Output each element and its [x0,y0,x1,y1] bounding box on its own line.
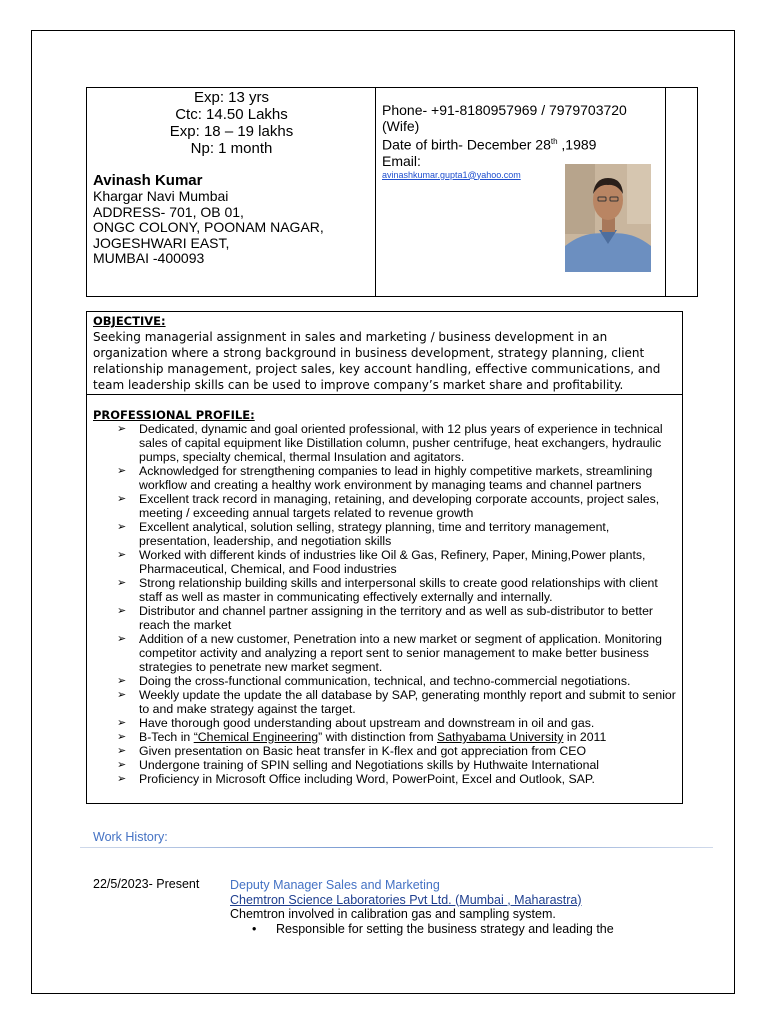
experience-years: Exp: 13 yrs [193,89,270,106]
header-table [86,87,698,297]
arrow-bullet-icon: ➢ [117,689,127,701]
list-item: ➢ Excellent analytical, solution selling, strategy planning, time and territory management, presentation, leadership, and negotiation skills [117,520,610,548]
profile-photo [565,164,651,272]
candidate-name: Avinash Kumar [93,172,203,189]
arrow-bullet-icon: ➢ [117,717,127,729]
job-responsibility: • Responsible for setting the business strategy and leading the [252,921,614,936]
arrow-bullet-icon: ➢ [117,633,127,645]
arrow-bullet-icon: ➢ [117,605,127,617]
address-line: Khargar Navi Mumbai [93,188,229,204]
arrow-bullet-icon: ➢ [117,423,127,435]
address-line: ONGC COLONY, POONAM NAGAR, [93,219,324,235]
list-item: ➢ Acknowledged for strengthening companies to lead in highly competitive markets, streamlining workflow and creating a healthy work environment by managing teams and channel partners [117,464,653,492]
list-item: ➢ Excellent track record in managing, retaining, and developing corporate accounts, project sales, meeting / exceeding annual targets related to revenue growth [117,492,660,520]
list-item: ➢ Doing the cross-functional communication, technical, and techno-commercial negotiations. [117,674,631,688]
job-date: 22/5/2023- Present [93,877,200,891]
list-item: ➢ Distributor and channel partner assigning in the territory and as well as sub-distributor to better reach the market [117,604,654,632]
arrow-bullet-icon: ➢ [117,465,127,477]
work-history-title: Work History: [93,830,168,844]
university-name: Sathyabama University [437,730,564,744]
phone-note: (Wife) [382,118,420,134]
arrow-bullet-icon: ➢ [117,493,127,505]
current-ctc: Ctc: 14.50 Lakhs [175,106,288,123]
objective-section [93,313,673,393]
list-item: ➢ Worked with different kinds of industries like Oil & Gas, Refinery, Paper, Mining,Power plants, Pharmaceutical, Chemical, and Food industries [117,548,646,576]
objective-profile-box [86,311,683,804]
address-line: JOGESHWARI EAST, [93,234,230,251]
list-item: ➢ Undergone training of SPIN selling and Negotiations skills by Huthwaite International [117,758,600,772]
arrow-bullet-icon: ➢ [117,731,127,743]
email-label: Email: [382,152,421,169]
address-line: MUMBAI -400093 [93,250,205,266]
work-history-rule [80,847,713,848]
list-item: ➢ Proficiency in Microsoft Office including Word, PowerPoint, Excel and Outlook, SAP. [117,772,595,786]
section-divider [87,394,682,395]
date-of-birth: Date of birth- December 28th ,1989 [382,136,597,153]
arrow-bullet-icon: ➢ [117,675,127,687]
list-item: ➢ Have thorough good understanding about upstream and downstream in oil and gas. [117,716,595,730]
list-item: ➢ Addition of a new customer, Penetration into a new market or segment of application. Monitoring competitor activity and analyzing a report sent to senior management to make better business strategies to penetrate new market segment. [117,632,662,674]
list-item: ➢ Weekly update the update the all database by SAP, generating monthly report and submit to senior to and make strategy against the target. [117,688,676,716]
job-description: Chemtron involved in calibration gas and sampling system. [230,907,556,921]
degree-name: “Chemical Engineering [193,730,319,744]
profile-title: PROFESSIONAL PROFILE: [93,408,255,422]
arrow-bullet-icon: ➢ [117,759,127,771]
header-contact-cell [376,88,666,296]
arrow-bullet-icon: ➢ [117,773,127,785]
list-item: ➢ Dedicated, dynamic and goal oriented professional, with 12 plus years of experience in technical sales of capital equipment like Distillation column, pusher centrifuge, heat exchangers, hydraulic pumps, specialty chemical, thermal Insulation and agitators. [117,422,663,464]
address [93,189,324,267]
expected-ctc: Exp: 18 – 19 lakhs [169,123,294,140]
arrow-bullet-icon: ➢ [117,549,127,561]
profile-list [93,422,677,786]
list-item: ➢ Given presentation on Basic heat transfer in K-flex and got appreciation from CEO [117,744,587,758]
phone-number: Phone- +91-8180957969 / 7979703720 [382,102,627,118]
compensation-summary [87,89,376,157]
objective-title: OBJECTIVE: [93,314,166,328]
job-entry [230,878,660,936]
job-title: Deputy Manager Sales and Marketing [230,878,440,892]
arrow-bullet-icon: ➢ [117,745,127,757]
arrow-bullet-icon: ➢ [117,577,127,589]
notice-period: Np: 1 month [190,140,273,157]
address-line: ADDRESS- 701, OB 01, [93,203,244,220]
email-link[interactable]: avinashkumar.gupta1@yahoo.com [382,169,521,180]
objective-text: Seeking managerial assignment in sales and marketing / business development in an organization where a strong background in business development, strategy planning, client relationship management, project sales, key account handling, effective communications, and team leadership skills can be used to improve company’s market share and profitability. [93,330,661,392]
arrow-bullet-icon: ➢ [117,521,127,533]
bullet-dot-icon: • [252,921,257,936]
list-item: ➢ Strong relationship building skills and interpersonal skills to create good relationships with client staff as well as master in communicating effectively externally and internally. [117,576,658,604]
header-left-cell [87,88,376,296]
professional-profile-section [93,408,677,786]
job-company-link[interactable]: Chemtron Science Laboratories Pvt Ltd. (Mumbai , Maharastra) [230,892,582,907]
list-item-education: ➢ B-Tech in “Chemical Engineering” with distinction from Sathyabama University in 2011 [117,730,607,744]
